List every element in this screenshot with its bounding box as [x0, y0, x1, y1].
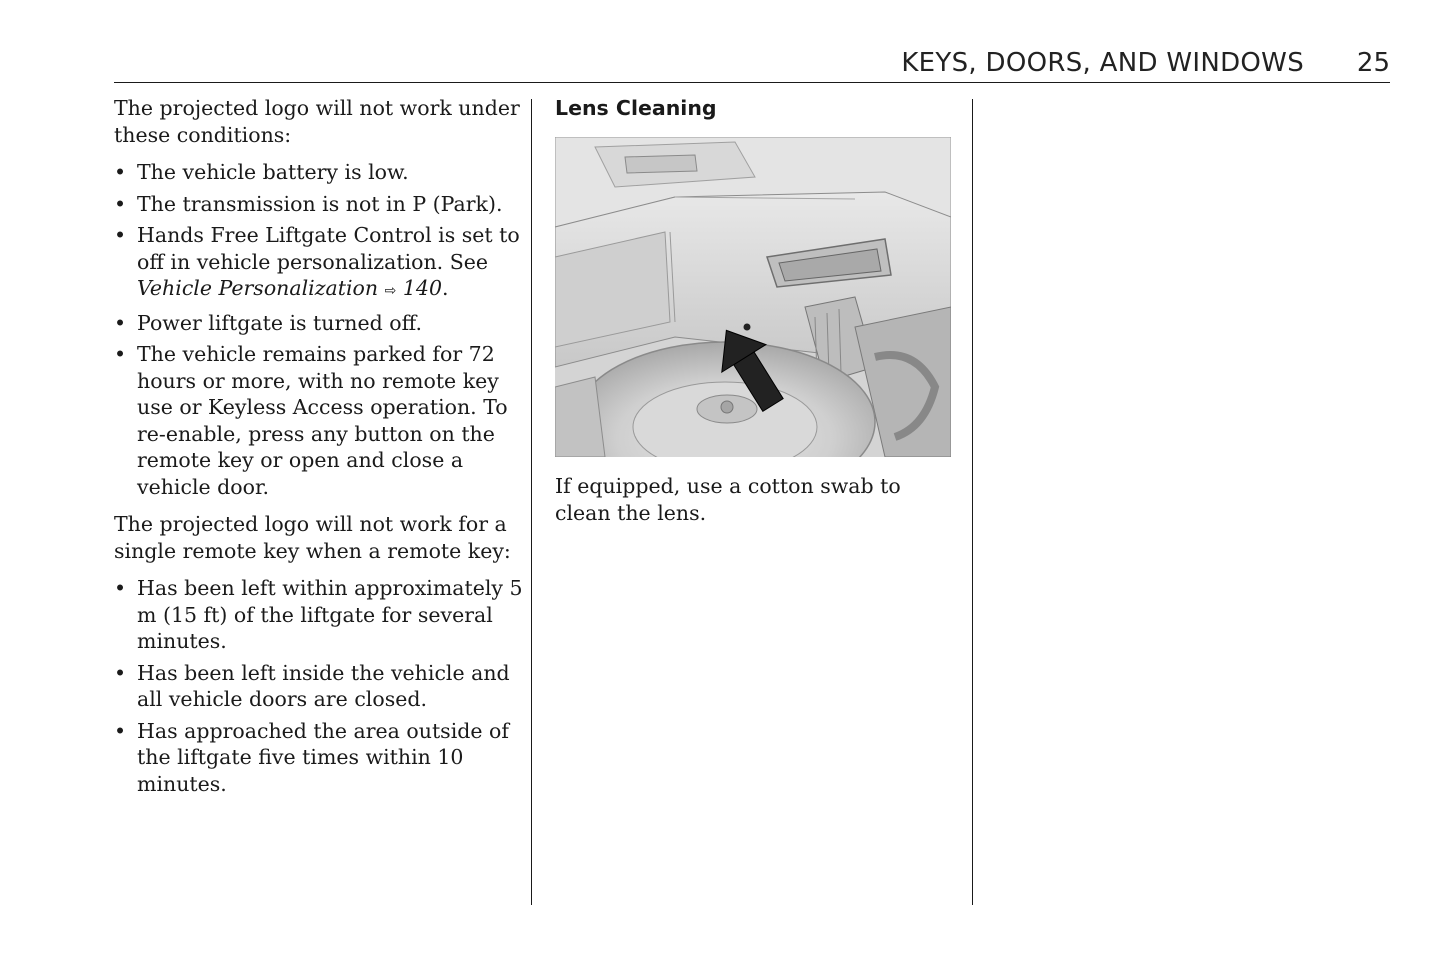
- page-ref-arrow-icon: ⇨: [384, 283, 397, 299]
- list-item: • The transmission is not in P (Park).: [114, 191, 503, 216]
- section-heading: Lens Cleaning: [555, 96, 717, 120]
- list-item: • The vehicle battery is low.: [114, 160, 409, 184]
- bullet: •: [114, 342, 127, 366]
- left-column: [114, 95, 524, 808]
- bullet: •: [114, 223, 127, 247]
- page-header: [114, 46, 1390, 83]
- bullet: •: [114, 160, 127, 184]
- bullet: •: [114, 576, 127, 600]
- liftgate-lens-illustration: [555, 137, 951, 457]
- page-number: 25: [1356, 48, 1390, 78]
- right-column: [555, 95, 955, 537]
- bullet: •: [114, 718, 127, 743]
- bullet: •: [114, 660, 127, 685]
- list-item: • Has approached the area outside of the liftgate five times within 10 minutes.: [114, 718, 509, 796]
- key-conditions-list: [114, 575, 524, 797]
- bullet: •: [114, 310, 127, 335]
- bullet: •: [114, 191, 127, 216]
- section-title: KEYS, DOORS, AND WINDOWS: [901, 48, 1304, 78]
- see-reference-page[interactable]: 140: [402, 276, 443, 300]
- list-item: • Power liftgate is turned off.: [114, 310, 422, 335]
- list-item: • Has been left within approximately 5 m (15 ft) of the liftgate for several minutes.: [114, 576, 523, 653]
- intro-paragraph-2: The projected logo will not work for a single remote key when a remote key:: [114, 512, 511, 563]
- list-item: • Has been left inside the vehicle and all vehicle doors are closed.: [114, 660, 510, 711]
- column-divider-left: [531, 99, 532, 905]
- conditions-list: [114, 159, 524, 500]
- intro-paragraph-1: The projected logo will not work under these conditions:: [114, 96, 520, 147]
- lens-cleaning-caption: If equipped, use a cotton swab to clean the lens.: [555, 474, 901, 525]
- column-divider-right: [972, 99, 973, 905]
- list-item: • The vehicle remains parked for 72 hours or more, with no remote key use or Keyless Access operation. To re-enable, press any button on the remote key or open and close a vehicle door.: [114, 342, 508, 499]
- list-item: • Hands Free Liftgate Control is set to off in vehicle personalization. See Vehicle Personalization ⇨ 140.: [114, 223, 520, 300]
- see-reference-title[interactable]: Vehicle Personalization: [137, 276, 379, 300]
